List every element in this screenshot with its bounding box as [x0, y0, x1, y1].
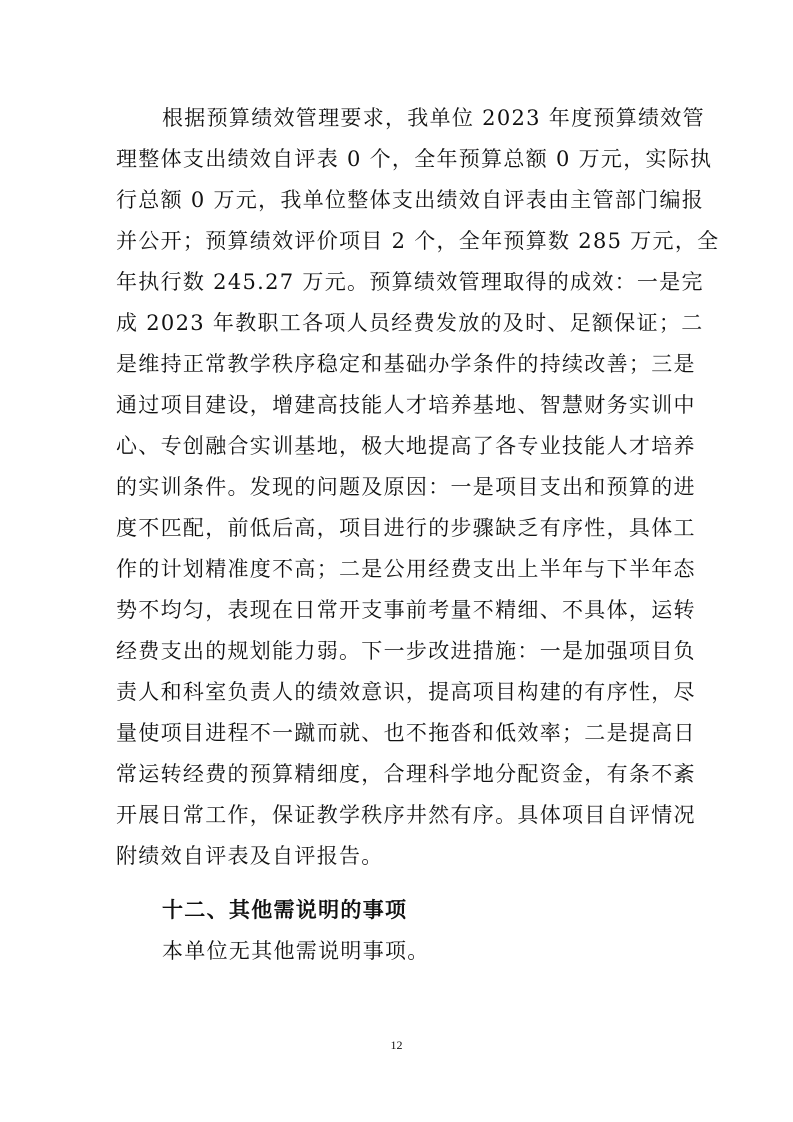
paragraph-line: 理整体支出绩效自评表 0 个，全年预算总额 0 万元，实际执 [116, 147, 713, 171]
paragraph-line: 度不匹配，前低后高，项目进行的步骤缺乏有序性，具体工 [116, 516, 696, 540]
performance-paragraph [116, 98, 720, 877]
paragraph-line: 势不均匀，表现在日常开支事前考量不精细、不具体，运转 [116, 598, 696, 622]
paragraph-line: 责人和科室负责人的绩效意识，提高项目构建的有序性，尽 [116, 680, 696, 704]
paragraph-line: 通过项目建设，增建高技能人才培养基地、智慧财务实训中 [116, 393, 696, 417]
paragraph-line: 年执行数 245.27 万元。预算绩效管理取得的成效：一是完 [116, 270, 704, 294]
paragraph-line: 并公开；预算绩效评价项目 2 个，全年预算数 285 万元，全 [116, 229, 720, 253]
paragraph-line: 常运转经费的预算精细度，合理科学地分配资金，有条不紊 [116, 762, 696, 786]
paragraph-line: 是维持正常教学秩序稳定和基础办学条件的持续改善；三是 [116, 352, 696, 376]
paragraph-line: 的实训条件。发现的问题及原因：一是项目支出和预算的进 [116, 475, 696, 499]
paragraph-line: 根据预算绩效管理要求，我单位 2023 年度预算绩效管 [162, 106, 705, 130]
paragraph-line: 附绩效自评表及自评报告。 [116, 844, 384, 868]
page-number: 12 [390, 1038, 403, 1052]
paragraph-line: 作的计划精准度不高；二是公用经费支出上半年与下半年态 [116, 557, 696, 581]
section-body-text: 本单位无其他需说明事项。 [162, 939, 430, 963]
paragraph-line: 经费支出的规划能力弱。下一步改进措施：一是加强项目负 [116, 639, 696, 663]
paragraph-line: 量使项目进程不一蹴而就、也不拖沓和低效率；二是提高日 [116, 721, 696, 745]
section-heading: 十二、其他需说明的事项 [162, 898, 408, 922]
paragraph-line: 心、专创融合实训基地，极大地提高了各专业技能人才培养 [116, 434, 696, 458]
paragraph-line: 开展日常工作，保证教学秩序井然有序。具体项目自评情况 [116, 803, 696, 827]
paragraph-line: 成 2023 年教职工各项人员经费发放的及时、足额保证；二 [116, 311, 704, 335]
paragraph-line: 行总额 0 万元，我单位整体支出绩效自评表由主管部门编报 [116, 188, 705, 212]
